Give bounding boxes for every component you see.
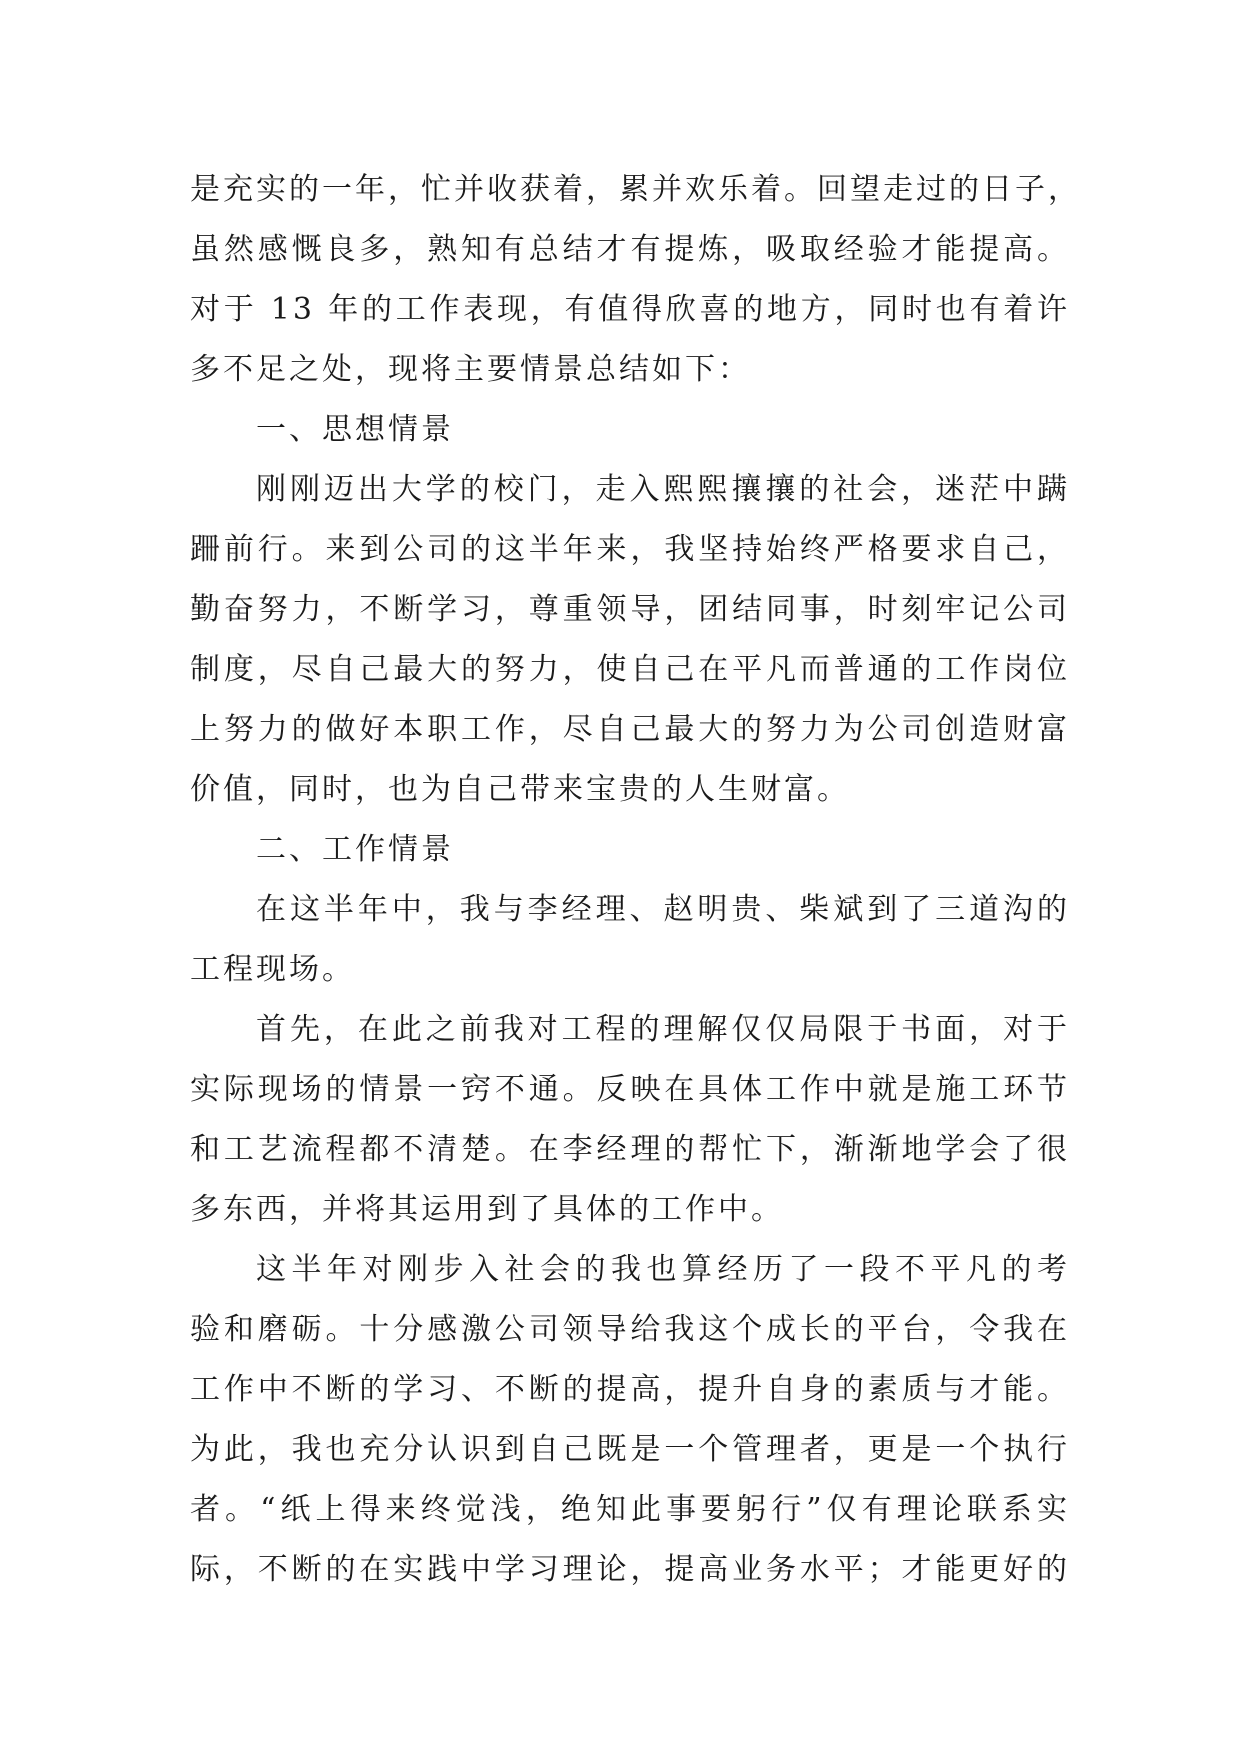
text-line: 工程现场。	[190, 952, 355, 987]
text-line: 是充实的一年，忙并收获着，累并欢乐着。回望走过的日子，	[190, 172, 1081, 207]
section-heading: 一、思想情景	[256, 412, 454, 447]
text-line: 这半年对刚步入社会的我也算经历了一段不平凡的考	[256, 1252, 1070, 1287]
text-line: 勤奋努力，不断学习，尊重领导，团结同事，时刻牢记公司	[190, 592, 1070, 627]
text-line: 际，不断的在实践中学习理论，提高业务水平；才能更好的	[190, 1552, 1070, 1587]
text-line: 多东西，并将其运用到了具体的工作中。	[190, 1192, 784, 1227]
text-line: 工作中不断的学习、不断的提高，提升自身的素质与才能。	[190, 1372, 1070, 1407]
text-line: 虽然感慨良多，熟知有总结才有提炼，吸取经验才能提高。	[190, 232, 1070, 267]
text-line: 制度，尽自己最大的努力，使自己在平凡而普通的工作岗位	[190, 652, 1070, 687]
document-body	[190, 160, 1081, 1600]
text-line: 对于 13 年的工作表现，有值得欣喜的地方，同时也有着许	[190, 292, 1070, 327]
text-line: 验和磨砺。十分感激公司领导给我这个成长的平台，令我在	[190, 1312, 1070, 1347]
text-line: 和工艺流程都不清楚。在李经理的帮忙下，渐渐地学会了很	[190, 1132, 1070, 1167]
text-line: 价值，同时，也为自己带来宝贵的人生财富。	[190, 772, 850, 807]
section-heading: 二、工作情景	[256, 832, 454, 867]
text-line: 者。“纸上得来终觉浅，绝知此事要躬行”仅有理论联系实	[190, 1492, 1070, 1527]
text-line: 跚前行。来到公司的这半年来，我坚持始终严格要求自己，	[190, 532, 1070, 567]
text-line: 实际现场的情景一窍不通。反映在具体工作中就是施工环节	[190, 1072, 1070, 1107]
text-line: 多不足之处，现将主要情景总结如下：	[190, 352, 751, 387]
text-line: 在这半年中，我与李经理、赵明贵、柴斌到了三道沟的	[256, 892, 1070, 927]
text-line: 首先，在此之前我对工程的理解仅仅局限于书面，对于	[256, 1012, 1070, 1047]
text-line: 上努力的做好本职工作，尽自己最大的努力为公司创造财富	[190, 712, 1070, 747]
text-line: 为此，我也充分认识到自己既是一个管理者，更是一个执行	[190, 1432, 1070, 1467]
text-line: 刚刚迈出大学的校门，走入熙熙攘攘的社会，迷茫中蹒	[256, 472, 1070, 507]
